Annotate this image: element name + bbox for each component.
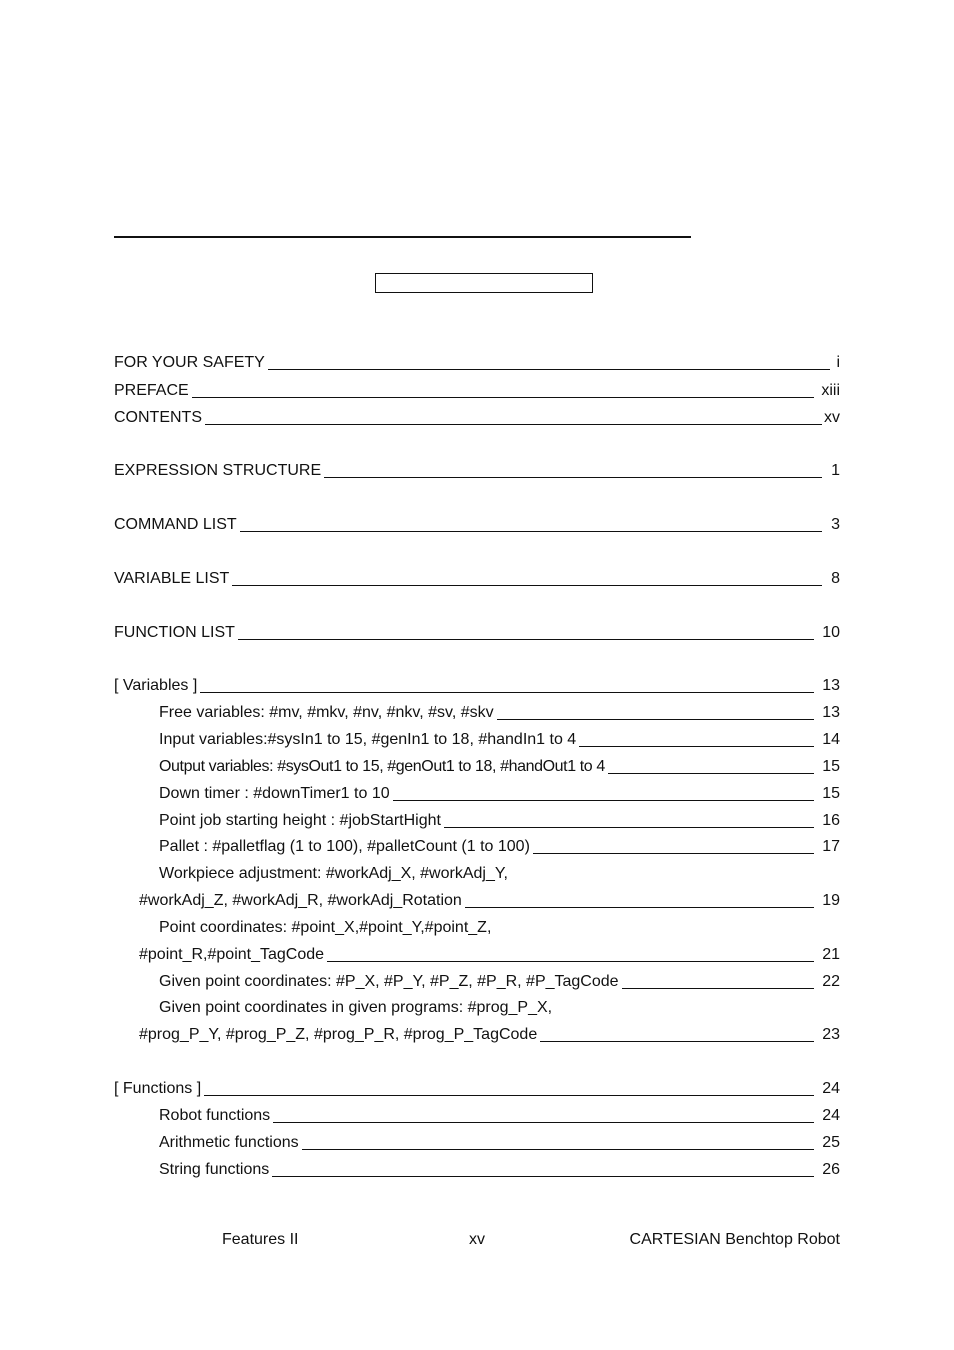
toc-label: Point job starting height : #jobStartHight (159, 812, 441, 829)
toc-label: [ Variables ] (114, 677, 198, 694)
toc-point-line1: Point coordinates: #point_X,#point_Y,#point_Z, (159, 919, 492, 936)
toc-page: 15 (822, 758, 840, 775)
toc-page: i (836, 354, 840, 371)
toc-label: Free variables: #mv, #mkv, #nv, #nkv, #sv, #skv (159, 704, 494, 721)
toc-label: Input variables:#sysIn1 to 15, #genIn1 to 18, #handIn1 to 4 (159, 731, 577, 748)
toc-page: 21 (822, 946, 840, 963)
toc-label: Arithmetic functions (159, 1134, 299, 1151)
toc-label: Pallet : #palletflag (1 to 100), #palletCount (1 to 100) (159, 838, 530, 855)
toc-page: 24 (822, 1080, 840, 1097)
toc-page: 17 (822, 838, 840, 855)
toc-page: 14 (822, 731, 840, 748)
toc-label: PREFACE (114, 382, 189, 399)
toc-leader (540, 1041, 814, 1042)
toc-entry-preface[interactable] (114, 380, 840, 402)
toc-leader (204, 1095, 814, 1096)
toc-entry-free-variables[interactable] (114, 702, 840, 724)
toc-entry-robot-functions[interactable] (114, 1105, 840, 1127)
toc-leader (273, 1122, 814, 1123)
toc-page: 25 (822, 1134, 840, 1151)
toc-leader (272, 1176, 814, 1177)
toc-page: xv (824, 409, 840, 426)
toc-page: 22 (822, 973, 840, 990)
toc-leader (608, 773, 814, 774)
toc-leader (240, 531, 822, 532)
toc-leader (444, 827, 814, 828)
footer-left: Features II (222, 1231, 299, 1248)
header-rule (114, 236, 691, 238)
toc-leader (579, 746, 814, 747)
toc-leader (268, 369, 830, 370)
toc-entry-point-coordinates[interactable] (114, 944, 840, 966)
toc-label: COMMAND LIST (114, 516, 237, 533)
toc-label: #workAdj_Z, #workAdj_R, #workAdj_Rotation (139, 892, 462, 909)
toc-entry-down-timer[interactable] (114, 783, 840, 805)
toc-leader (200, 692, 814, 693)
toc-page: xiii (821, 382, 840, 399)
footer-page-number: xv (469, 1231, 485, 1248)
toc-leader (622, 988, 814, 989)
toc-page: 16 (822, 812, 840, 829)
toc-label: VARIABLE LIST (114, 570, 230, 587)
toc-entry-prog-point[interactable] (114, 1024, 840, 1046)
toc-leader (192, 397, 814, 398)
toc-leader (324, 477, 822, 478)
toc-entry-functions[interactable] (114, 1078, 840, 1100)
toc-prog-line1: Given point coordinates in given programs: #prog_P_X, (159, 999, 553, 1016)
footer-right: CARTESIAN Benchtop Robot (629, 1231, 840, 1248)
toc-entry-variable-list[interactable] (114, 568, 840, 590)
toc-page: 26 (822, 1161, 840, 1178)
toc-leader (393, 800, 814, 801)
toc-label: Down timer : #downTimer1 to 10 (159, 785, 390, 802)
toc-label: Given point coordinates: #P_X, #P_Y, #P_Z, #P_R, #P_TagCode (159, 973, 619, 990)
toc-entry-job-start-height[interactable] (114, 810, 840, 832)
toc-workadj-line1: Workpiece adjustment: #workAdj_X, #workAdj_Y, (159, 865, 508, 882)
toc-entry-command-list[interactable] (114, 514, 840, 536)
toc-entry-workpiece-adjustment[interactable] (114, 890, 840, 912)
toc-page: 15 (822, 785, 840, 802)
toc-page: 1 (831, 462, 840, 479)
toc-leader (327, 961, 814, 962)
toc-entry-string-functions[interactable] (114, 1159, 840, 1181)
toc-entry-output-variables[interactable] (114, 756, 840, 778)
toc-page: 23 (822, 1026, 840, 1043)
toc-entry-input-variables[interactable] (114, 729, 840, 751)
toc-page: 13 (822, 704, 840, 721)
toc-label: FOR YOUR SAFETY (114, 354, 265, 371)
toc-leader (205, 424, 822, 425)
toc-entry-variables[interactable] (114, 675, 840, 697)
toc-label: #point_R,#point_TagCode (139, 946, 325, 963)
toc-label: [ Functions ] (114, 1080, 202, 1097)
toc-entry-function-list[interactable] (114, 622, 840, 644)
toc-entry-expression-structure[interactable] (114, 460, 840, 482)
toc-entry-pallet[interactable] (114, 836, 840, 858)
toc-page: 13 (822, 677, 840, 694)
title-box (375, 273, 593, 293)
toc-entry-safety[interactable] (114, 352, 840, 374)
toc-page: 3 (831, 516, 840, 533)
toc-entry-arithmetic-functions[interactable] (114, 1132, 840, 1154)
toc-page: 24 (822, 1107, 840, 1124)
toc-label: FUNCTION LIST (114, 624, 235, 641)
toc-page: 10 (822, 624, 840, 641)
toc-label: EXPRESSION STRUCTURE (114, 462, 322, 479)
toc-label: Output variables: #sysOut1 to 15, #genOut1 to 18, #handOut1 to 4 (159, 758, 605, 775)
toc-page: 19 (822, 892, 840, 909)
toc-entry-contents[interactable] (114, 407, 840, 429)
toc-leader (238, 639, 814, 640)
toc-entry-given-point[interactable] (114, 971, 840, 993)
toc-label: Robot functions (159, 1107, 271, 1124)
toc-leader (533, 853, 814, 854)
toc-label: CONTENTS (114, 409, 202, 426)
toc-leader (302, 1149, 814, 1150)
toc-leader (497, 719, 814, 720)
toc-label: #prog_P_Y, #prog_P_Z, #prog_P_R, #prog_P_TagCode (139, 1026, 538, 1043)
toc-leader (232, 585, 822, 586)
toc-page: 8 (831, 570, 840, 587)
toc-leader (465, 907, 814, 908)
toc-label: String functions (159, 1161, 270, 1178)
